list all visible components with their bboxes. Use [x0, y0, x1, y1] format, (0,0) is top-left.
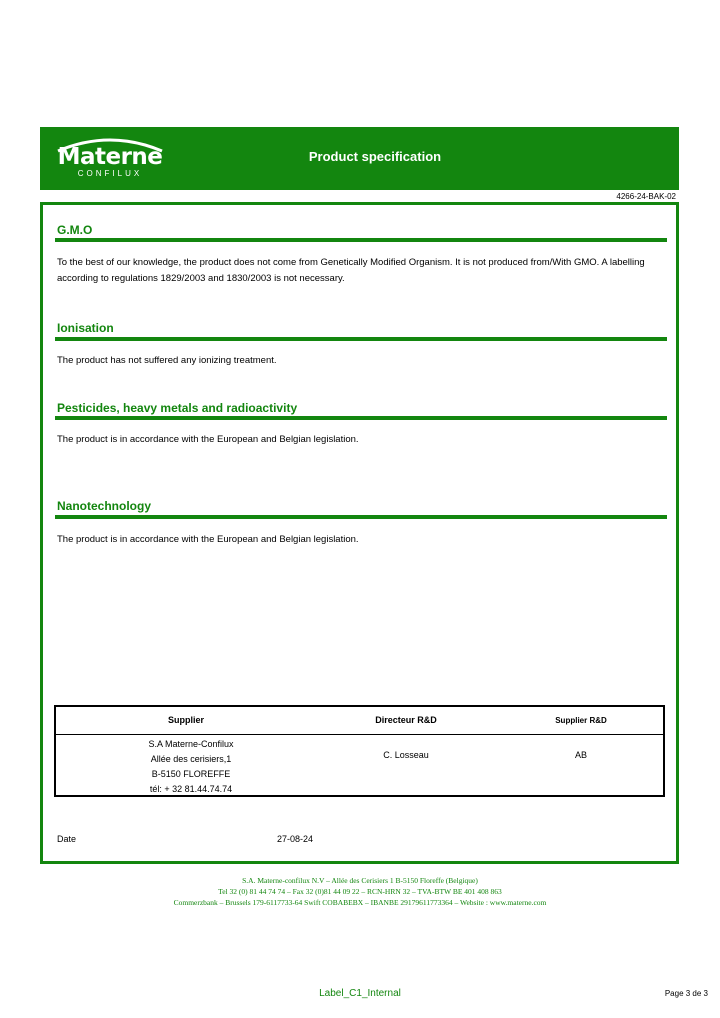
section-text-pesticides: The product is in accordance with the European and Belgian legislation. [57, 434, 359, 445]
section-divider [55, 238, 667, 242]
section-title-ionisation: Ionisation [57, 321, 114, 335]
supplier-line: B-5150 FLOREFFE [151, 769, 231, 779]
logo-wordmark: Materne [57, 144, 163, 170]
footer-line: Commerzbank – Brussels 179-6117733-64 Swift COBABEBX – IBANBE 29179611773364 – Website : www.materne.com [173, 898, 547, 907]
section-text-ionisation: The product has not suffered any ionizing treatment. [57, 355, 277, 366]
supplier-line: S.A Materne-Confilux [148, 739, 234, 749]
company-footer [60, 875, 660, 908]
header-directeur-rd: Directeur R&D [375, 715, 437, 725]
page-title: Product specification [308, 149, 442, 164]
section-divider [55, 515, 667, 519]
section-text-gmo: To the best of our knowledge, the product does not come from Genetically Modified Organism. It is not produced from/With GMO. A labelling according to regulations 1829/2003 and 1830/2003 is not necessary. [57, 257, 645, 284]
classification-label: Label_C1_Internal [319, 988, 401, 999]
section-title-pesticides: Pesticides, heavy metals and radioactivity [57, 401, 298, 415]
table-header-divider [56, 734, 663, 735]
materne-logo [54, 135, 166, 183]
supplier-line: tél: + 32 81.44.74.74 [149, 784, 233, 794]
supplier-line: Allée des cerisiers,1 [150, 754, 232, 764]
section-divider [55, 416, 667, 420]
logo-subtitle: CONFILUX [77, 169, 143, 178]
header-supplier-rd: Supplier R&D [555, 716, 607, 725]
date-label: Date [57, 834, 77, 844]
section-title-gmo: G.M.O [57, 223, 93, 237]
date-value: 27-08-24 [277, 834, 314, 844]
footer-line: S.A. Materne-confilux N.V – Allée des Cerisiers 1 B-5150 Floreffe (Belgique) [242, 876, 478, 885]
supplier-rd-initials: AB [574, 750, 587, 760]
section-text-nanotechnology: The product is in accordance with the European and Belgian legislation. [57, 534, 359, 545]
document-code: 4266-24-BAK-02 [616, 192, 676, 201]
directeur-name: C. Losseau [383, 750, 429, 760]
supplier-address [106, 737, 276, 797]
footer-line: Tel 32 (0) 81 44 74 74 – Fax 32 (0)81 44 09 22 – RCN-HRN 32 – TVA-BTW BE 401 408 863 [218, 887, 502, 896]
signature-table [54, 705, 665, 797]
page-number: Page 3 de 3 [664, 989, 708, 998]
section-title-nanotechnology: Nanotechnology [57, 499, 152, 513]
header-supplier: Supplier [167, 715, 204, 725]
header-bar [40, 127, 679, 190]
section-divider [55, 337, 667, 341]
